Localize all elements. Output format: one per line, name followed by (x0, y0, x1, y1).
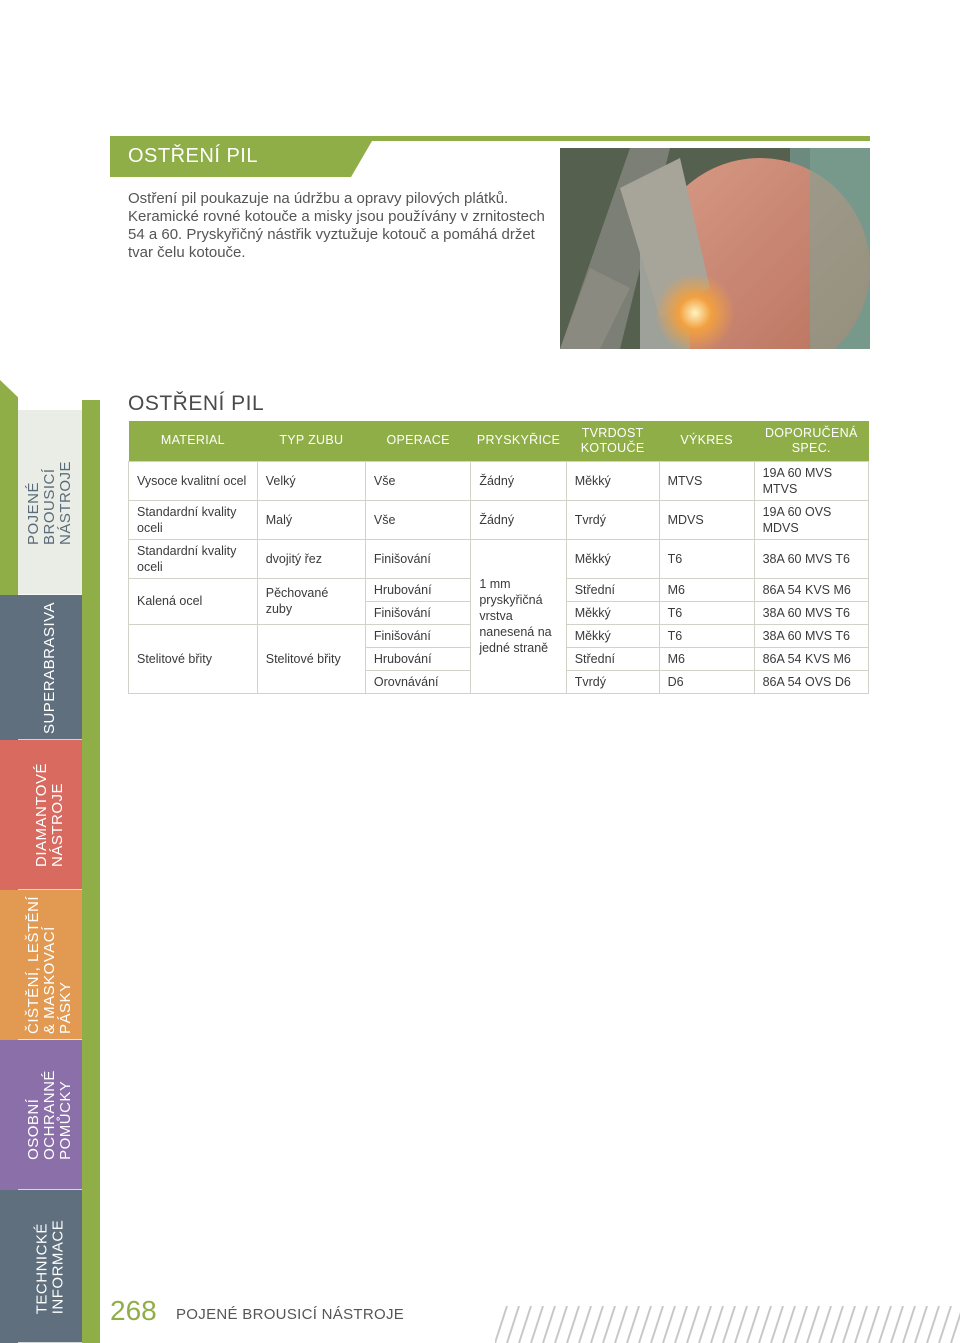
tab-cisteni-label: ČIŠTĚNÍ, LEŠTĚNÍ & MASKOVACÍ PÁSKY (25, 895, 74, 1035)
tab-strip-superabrasiva (0, 595, 18, 740)
col-header-material: MATERIAL (129, 421, 258, 461)
cell-tvrdost: Tvrdý (566, 500, 659, 539)
cell-vykres: MDVS (659, 500, 754, 539)
cell-tvrdost: Tvrdý (566, 670, 659, 693)
cell-spec: 19A 60 MVS MTVS (754, 461, 868, 500)
cell-typ: dvojitý řez (257, 539, 365, 578)
tab-osobni[interactable] (18, 1040, 82, 1190)
cell-vykres: T6 (659, 624, 754, 647)
cell-tvrdost: Střední (566, 647, 659, 670)
cell-vykres: T6 (659, 601, 754, 624)
cell-material: Standardní kvality oceli (129, 539, 258, 578)
tab-strip-diamantove (0, 740, 18, 890)
cell-spec: 86A 54 OVS D6 (754, 670, 868, 693)
cell-spec: 86A 54 KVS M6 (754, 647, 868, 670)
cell-vykres: M6 (659, 647, 754, 670)
cell-typ: Pěchované zuby (257, 578, 365, 624)
cell-spec: 38A 60 MVS T6 (754, 539, 868, 578)
tab-superabrasiva-label: SUPERABRASIVA (41, 601, 59, 734)
col-header-spec: DOPORUČENÁ SPEC. (754, 421, 868, 461)
sidebar (0, 380, 100, 1343)
tab-pojene[interactable] (18, 410, 82, 595)
intro-text: Ostření pil poukazuje na údržbu a opravy pilových plátků. Keramické rovné kotouče a misky jsou používány v zrnitostech 54 a 60. Pryskyřičný nástřik vyztužuje kotouč a pomáhá držet tvar čelu kotouče. (128, 190, 545, 261)
cell-tvrdost: Měkký (566, 624, 659, 647)
cell-vykres: D6 (659, 670, 754, 693)
cell-pryskyrice: Žádný (471, 461, 566, 500)
cell-spec: 86A 54 KVS M6 (754, 578, 868, 601)
cell-spec: 19A 60 OVS MDVS (754, 500, 868, 539)
cell-typ: Stelitové břity (257, 624, 365, 693)
cell-operace: Orovnávání (365, 670, 470, 693)
cell-operace: Vše (365, 500, 470, 539)
cell-tvrdost: Měkký (566, 539, 659, 578)
cell-material: Standardní kvality oceli (129, 500, 258, 539)
cell-operace: Hrubování (365, 647, 470, 670)
table-row (129, 539, 869, 578)
table-header-row (129, 421, 869, 461)
cell-operace: Finišování (365, 601, 470, 624)
col-header-pryskyrice: PRYSKYŘICE (471, 421, 566, 461)
cell-operace: Hrubování (365, 578, 470, 601)
tab-strip-technicke (0, 1190, 18, 1343)
tab-strip-pojene (0, 380, 18, 595)
page-number: 268 (110, 1295, 157, 1326)
tab-pojene-label: POJENÉ BROUSICÍ NÁSTROJE (25, 460, 75, 545)
cell-vykres: T6 (659, 539, 754, 578)
tab-strip-cisteni (0, 890, 18, 1040)
col-header-vykres: VÝKRES (659, 421, 754, 461)
footer-title: POJENÉ BROUSICÍ NÁSTROJE (176, 1306, 405, 1323)
cell-spec: 38A 60 MVS T6 (754, 624, 868, 647)
tab-cisteni[interactable] (18, 890, 82, 1040)
cell-vykres: MTVS (659, 461, 754, 500)
saw-sharpening-photo (560, 148, 870, 349)
cell-operace: Finišování (365, 624, 470, 647)
tab-diamantove-label: DIAMANTOVÉ NÁSTROJE (33, 763, 66, 867)
col-header-tvrdost: TVRDOST KOTOUČE (566, 421, 659, 461)
spec-table (128, 421, 869, 694)
section-title: OSTŘENÍ PIL (128, 392, 265, 415)
tab-osobni-label: OSOBNÍ OCHRANNÉ POMŮCKY (25, 1070, 74, 1160)
table-row (129, 461, 869, 500)
header-accent-line (110, 136, 870, 141)
cell-operace: Finišování (365, 539, 470, 578)
cell-typ: Malý (257, 500, 365, 539)
cell-pryskyrice-merged: 1 mm pryskyřičná vrstva nanesená na jedné straně (471, 539, 566, 693)
tab-technicke-label: TECHNICKÉ INFORMACE (33, 1219, 66, 1314)
tab-strip-osobni (0, 1040, 18, 1190)
table-row (129, 500, 869, 539)
cell-operace: Vše (365, 461, 470, 500)
tab-diamantove[interactable] (18, 740, 82, 890)
col-header-typ-zubu: TYP ZUBU (257, 421, 365, 461)
tab-technicke[interactable] (18, 1190, 82, 1343)
cell-material: Kalená ocel (129, 578, 258, 624)
cell-vykres: M6 (659, 578, 754, 601)
cell-typ: Velký (257, 461, 365, 500)
tab-superabrasiva[interactable] (18, 595, 82, 740)
cell-spec: 38A 60 MVS T6 (754, 601, 868, 624)
cell-pryskyrice: Žádný (471, 500, 566, 539)
col-header-operace: OPERACE (365, 421, 470, 461)
cell-material: Stelitové břity (129, 624, 258, 693)
cell-tvrdost: Střední (566, 578, 659, 601)
cell-material: Vysoce kvalitní ocel (129, 461, 258, 500)
sidebar-green-strip (82, 400, 100, 1343)
header-title: OSTŘENÍ PIL (128, 145, 258, 167)
cell-tvrdost: Měkký (566, 601, 659, 624)
footer-hatch-decoration (495, 1306, 960, 1343)
cell-tvrdost: Měkký (566, 461, 659, 500)
